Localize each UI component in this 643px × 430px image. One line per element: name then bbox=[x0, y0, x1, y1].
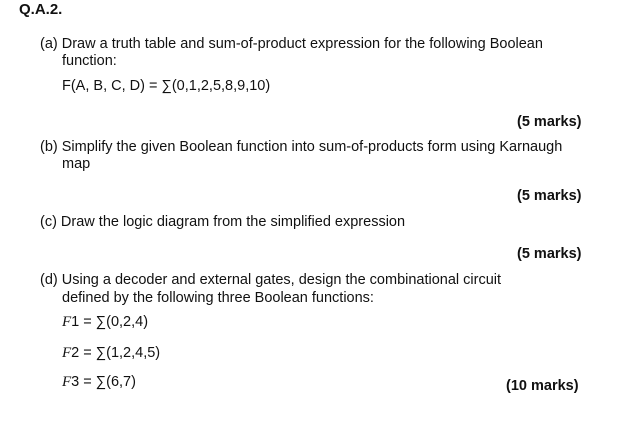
part-d-line2: defined by the following three Boolean functions: bbox=[62, 290, 374, 306]
function-f2-name: F bbox=[62, 345, 72, 361]
part-a-line2: function: bbox=[62, 53, 117, 69]
part-d-line1: (d) Using a decoder and external gates, design the combinational circuit bbox=[40, 272, 502, 288]
function-f3-index: 3 bbox=[71, 374, 80, 390]
function-f1-expr: = ∑(0,2,4) bbox=[79, 314, 149, 330]
part-a-marks: (5 marks) bbox=[517, 114, 582, 130]
part-b-marks: (5 marks) bbox=[517, 188, 582, 204]
function-f3-expr: = ∑(6,7) bbox=[79, 374, 136, 390]
function-f1-index: 1 bbox=[71, 314, 80, 330]
function-f2-index: 2 bbox=[71, 345, 80, 361]
part-b-line1: (b) Simplify the given Boolean function into sum-of-products form using Karnaugh bbox=[40, 139, 563, 155]
part-c-line1: (c) Draw the logic diagram from the simplified expression bbox=[40, 214, 406, 230]
function-f3-name: F bbox=[62, 374, 72, 390]
part-a-line1: (a) Draw a truth table and sum-of-product expression for the following Boolean bbox=[40, 36, 543, 52]
function-f2-expr: = ∑(1,2,4,5) bbox=[79, 345, 161, 361]
function-f3 bbox=[62, 374, 136, 391]
function-f2 bbox=[62, 345, 160, 362]
part-d-marks: (10 marks) bbox=[506, 378, 579, 394]
part-c-marks: (5 marks) bbox=[517, 246, 582, 262]
function-f1-name: F bbox=[62, 314, 72, 330]
question-number: Q.A.2. bbox=[19, 1, 63, 18]
function-f1 bbox=[62, 314, 148, 331]
part-a-expression: F(A, B, C, D) = ∑(0,1,2,5,8,9,10) bbox=[62, 78, 271, 94]
part-b-line2: map bbox=[62, 156, 91, 172]
